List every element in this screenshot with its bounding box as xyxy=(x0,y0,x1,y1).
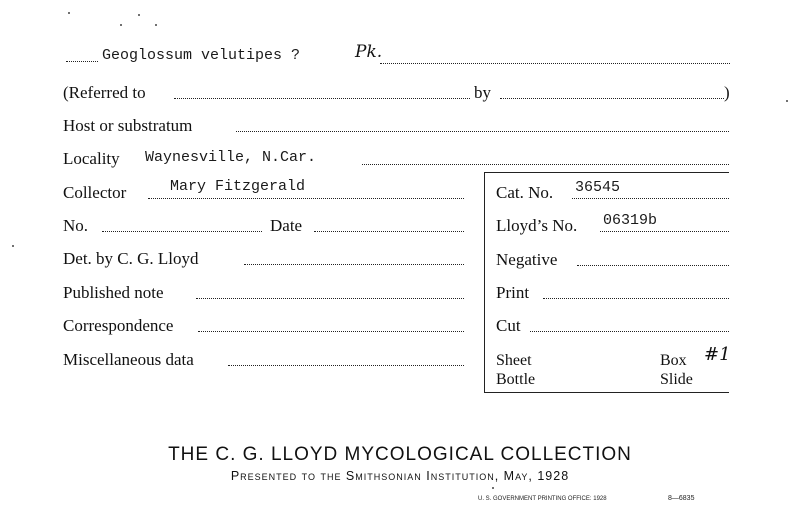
lloyds-no-value: 06319b xyxy=(603,212,658,229)
negative-label: Negative xyxy=(496,250,558,269)
print-label: Print xyxy=(496,283,530,302)
collector-label: Collector xyxy=(63,183,127,202)
by-label: by xyxy=(474,83,491,102)
correspondence-label: Correspondence xyxy=(63,316,174,335)
host-label: Host or substratum xyxy=(63,116,193,135)
box-value: #1 xyxy=(704,344,731,365)
print-line xyxy=(543,298,729,299)
cat-no-label: Cat. No. xyxy=(496,183,554,202)
speck xyxy=(68,12,70,14)
box-bottom-border xyxy=(484,392,729,393)
slide-label: Slide xyxy=(660,371,693,388)
species-leader-line xyxy=(66,61,98,62)
negative-line xyxy=(577,265,729,266)
host-line xyxy=(236,131,729,132)
published-note-label: Published note xyxy=(63,283,164,302)
det-by-label: Det. by C. G. Lloyd xyxy=(63,249,199,268)
collector-value: Mary Fitzgerald xyxy=(170,178,306,195)
locality-label: Locality xyxy=(63,149,120,168)
no-label: No. xyxy=(63,216,89,235)
sheet-label: Sheet xyxy=(496,352,532,369)
form-number: 8—6835 xyxy=(668,495,695,502)
published-note-line xyxy=(196,298,464,299)
by-line xyxy=(500,98,724,99)
speck xyxy=(492,487,494,489)
species-line xyxy=(380,63,730,64)
speck xyxy=(138,14,140,16)
misc-data-line xyxy=(228,365,464,366)
lloyds-no-label: Lloyd’s No. xyxy=(496,216,578,235)
cat-no-value: 36545 xyxy=(575,179,621,196)
bottle-label: Bottle xyxy=(496,371,536,388)
speck xyxy=(786,100,788,102)
collection-title: THE C. G. LLOYD MYCOLOGICAL COLLECTION xyxy=(168,444,632,465)
printing-office-note: U. S. GOVERNMENT PRINTING OFFICE: 1928 xyxy=(478,496,607,502)
date-line xyxy=(314,231,464,232)
species-name: Geoglossum velutipes ? xyxy=(102,47,301,64)
collector-line xyxy=(148,198,464,199)
box-top-border xyxy=(484,172,729,173)
closing-paren: ) xyxy=(724,83,730,102)
date-label: Date xyxy=(270,216,303,235)
misc-data-label: Miscellaneous data xyxy=(63,350,194,369)
det-by-line xyxy=(244,264,464,265)
speck xyxy=(12,245,14,247)
speck xyxy=(155,24,157,26)
referred-to-label: (Referred to xyxy=(63,83,146,102)
locality-line xyxy=(362,164,729,165)
species-annotation: Pk. xyxy=(355,42,383,62)
speck xyxy=(120,24,122,26)
no-line xyxy=(102,231,262,232)
cut-label: Cut xyxy=(496,316,521,335)
collection-subtitle: Presented to the Smithsonian Institution, May, 1928 xyxy=(230,469,570,483)
locality-value: Waynesville, N.Car. xyxy=(145,149,317,166)
cut-line xyxy=(530,331,729,332)
box-label: Box xyxy=(660,352,687,369)
lloyds-no-line xyxy=(600,231,729,232)
correspondence-line xyxy=(198,331,464,332)
referred-to-line xyxy=(174,98,470,99)
box-left-border xyxy=(484,172,485,392)
cat-no-line xyxy=(572,198,729,199)
